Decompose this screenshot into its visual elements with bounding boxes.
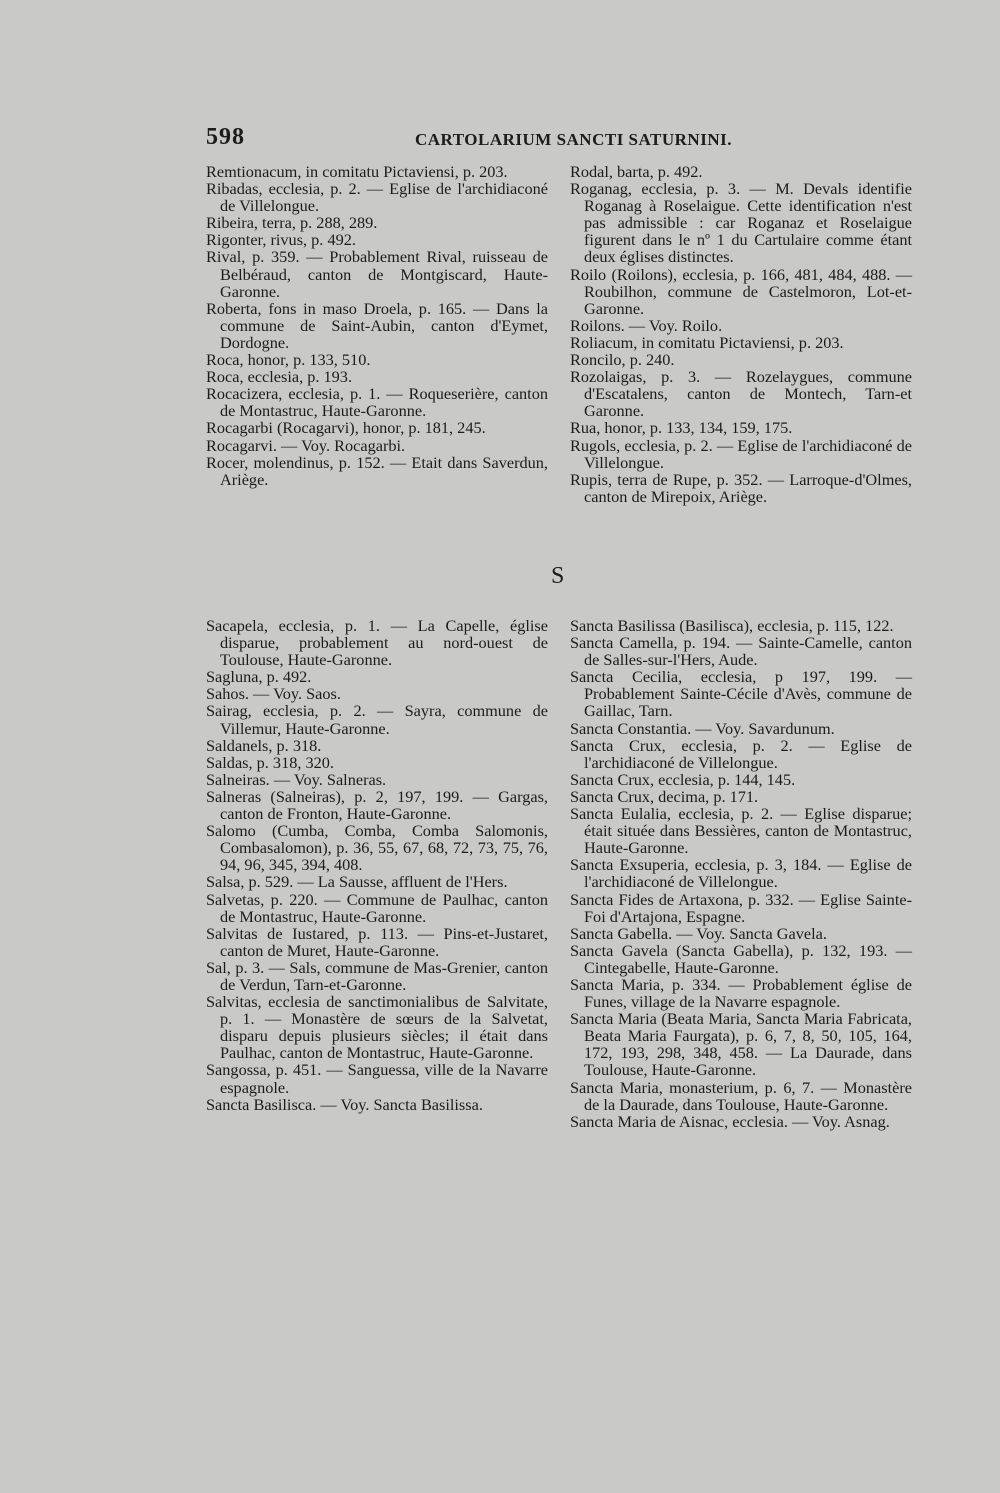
index-entry: Rocacizera, ecclesia, p. 1. — Roqueserière, canton de Montastruc, Haute-Garonne.: [206, 384, 548, 421]
index-entry: Salsa, p. 529. — La Sausse, affluent de l'Hers.: [206, 872, 508, 892]
index-entry: Sancta Crux, ecclesia, p. 2. — Eglise de l'archidiaconé de Villelongue.: [570, 735, 912, 772]
index-entry: Sangossa, p. 451. — Sanguessa, ville de la Navarre espagnole.: [206, 1060, 548, 1097]
index-entry: Salvitas, ecclesia de sanctimonialibus de Salvitate, p. 1. — Monastère de sœurs de la Salvetat, disparu depuis plusieurs siècles; il était dans Paulhac, canton de Montastruc, Haute-Garonne.: [206, 992, 548, 1063]
index-entry: Rocagarvi. — Voy. Rocagarbi.: [206, 435, 406, 455]
index-entry: Ribadas, ecclesia, p. 2. — Eglise de l'archidiaconé de Villelongue.: [206, 179, 548, 216]
index-entry: Roilo (Roilons), ecclesia, p. 166, 481, 484, 488. — Roubilhon, commune de Castelmoron, Lot-et-Garonne.: [570, 264, 912, 318]
index-entry: Salomo (Cumba, Comba, Comba Salomonis, Combasalomon), p. 36, 55, 67, 68, 72, 73, 75, 76, 94, 96, 345, 394, 408.: [206, 821, 548, 875]
index-entry: Rocer, molendinus, p. 152. — Etait dans Saverdun, Ariège.: [206, 452, 548, 489]
index-entry: Remtionacum, in comitatu Pictaviensi, p. 203.: [206, 162, 508, 181]
index-entry: Sancta Eulalia, ecclesia, p. 2. — Eglise disparue; était située dans Bessières, canton de Montastruc, Haute-Garonne.: [570, 804, 912, 858]
index-entry: Salneras (Salneiras), p. 2, 197, 199. — Gargas, canton de Fronton, Haute-Garonne.: [206, 786, 548, 824]
index-entry: Sancta Crux, decima, p. 171.: [570, 786, 759, 806]
index-entry: Rua, honor, p. 133, 134, 159, 175.: [570, 418, 793, 438]
index-entry: Rupis, terra de Rupe, p. 352. — Larroque-d'Olmes, canton de Mirepoix, Ariège.: [570, 469, 912, 506]
column-top-left: [206, 163, 548, 488]
index-entry: Rocagarbi (Rocagarvi), honor, p. 181, 245.: [206, 418, 486, 438]
index-entry: Sahos. — Voy. Saos.: [206, 684, 341, 704]
index-entry: Salneiras. — Voy. Salneras.: [206, 769, 387, 789]
index-entry: Salvetas, p. 220. — Commune de Paulhac, canton de Montastruc, Haute-Garonne.: [206, 889, 548, 926]
index-entry: Sancta Exsuperia, ecclesia, p. 3, 184. — Eglise de l'archidiaconé de Villelongue.: [570, 855, 912, 892]
index-entry: Roca, ecclesia, p. 193.: [206, 367, 353, 387]
index-entry: Roca, honor, p. 133, 510.: [206, 350, 371, 370]
running-title: CARTOLARIUM SANCTI SATURNINI.: [415, 130, 732, 149]
index-entry: Ribeira, terra, p. 288, 289.: [206, 213, 378, 233]
column-top-right: [570, 163, 912, 505]
index-entry: Rozolaigas, p. 3. — Rozelaygues, commune d'Escatalens, canton de Montech, Tarn-et Garonne.: [570, 367, 912, 421]
index-entry: Sancta Basilissa (Basilisca), ecclesia, p. 115, 122.: [570, 616, 894, 635]
index-entry: Rigonter, rivus, p. 492.: [206, 230, 356, 250]
page-number: 598: [206, 124, 245, 150]
index-entry: Sancta Fides de Artaxona, p. 332. — Eglise Sainte-Foi d'Artajona, Espagne.: [570, 889, 912, 926]
index-entry: Sancta Gavela (Sancta Gabella), p. 132, 193. — Cintegabelle, Haute-Garonne.: [570, 940, 912, 977]
section-letter: S: [551, 563, 565, 589]
index-entry: Sancta Basilisca. — Voy. Sancta Basilissa.: [206, 1094, 483, 1114]
index-entry: Sancta Crux, ecclesia, p. 144, 145.: [570, 769, 796, 789]
index-entry: Roberta, fons in maso Droela, p. 165. — Dans la commune de Saint-Aubin, canton d'Eymet, Dordogne.: [206, 298, 548, 352]
index-entry: Roilons. — Voy. Roilo.: [570, 315, 723, 335]
index-entry: Sancta Constantia. — Voy. Savardunum.: [570, 718, 835, 738]
index-entry: Roncilo, p. 240.: [570, 350, 675, 370]
column-bottom-left: [206, 617, 548, 1113]
index-entry: Sancta Maria, p. 334. — Probablement église de Funes, village de la Navarre espagnole.: [570, 974, 912, 1012]
index-entry: Sagluna, p. 492.: [206, 667, 312, 687]
index-entry: Saldanels, p. 318.: [206, 735, 322, 755]
index-entry: Sancta Maria de Aisnac, ecclesia. — Voy. Asnag.: [570, 1111, 890, 1131]
index-entry: Salvitas de Iustared, p. 113. — Pins-et-Justaret, canton de Muret, Haute-Garonne.: [206, 923, 548, 960]
index-entry: Rodal, barta, p. 492.: [570, 162, 703, 181]
index-entry: Sancta Cecilia, ecclesia, p 197, 199. — Probablement Sainte-Cécile d'Avès, commune de Gaillac, Tarn.: [570, 667, 912, 721]
index-entry: Sancta Camella, p. 194. — Sainte-Camelle, canton de Salles-sur-l'Hers, Aude.: [570, 633, 912, 670]
index-entry: Saldas, p. 318, 320.: [206, 752, 334, 772]
column-bottom-right: [570, 617, 912, 1130]
index-entry: Sairag, ecclesia, p. 2. — Sayra, commune de Villemur, Haute-Garonne.: [206, 701, 548, 738]
index-entry: Sancta Gabella. — Voy. Sancta Gavela.: [570, 923, 827, 943]
index-entry: Sancta Maria (Beata Maria, Sancta Maria Fabricata, Beata Maria Faurgata), p. 6, 7, 8, 50, 105, 164, 172, 193, 298, 348, 458. — La Daurade, dans Toulouse, Haute-Garonne.: [570, 1009, 912, 1080]
index-entry: Sancta Maria, monasterium, p. 6, 7. — Monastère de la Daurade, dans Toulouse, Haute-Garonne.: [570, 1077, 912, 1114]
index-entry: Roganag, ecclesia, p. 3. — M. Devals identifie Roganag à Roselaigue. Cette identification n'est pas admissible : car Roganaz et Roselaigue figurent dans le nº 1 du Cartulaire comme étant deux églises distinctes.: [570, 179, 912, 267]
index-entry: Sal, p. 3. — Sals, commune de Mas-Grenier, canton de Verdun, Tarn-et-Garonne.: [206, 957, 548, 994]
index-entry: Rival, p. 359. — Probablement Rival, ruisseau de Belbéraud, canton de Montgiscard, Haute-Garonne.: [206, 247, 548, 301]
index-entry: Roliacum, in comitatu Pictaviensi, p. 203.: [570, 332, 844, 352]
index-entry: Rugols, ecclesia, p. 2. — Eglise de l'archidiaconé de Villelongue.: [570, 435, 912, 472]
index-entry: Sacapela, ecclesia, p. 1. — La Capelle, église disparue, probablement au nord-ouest de Toulouse, Haute-Garonne.: [206, 616, 548, 670]
